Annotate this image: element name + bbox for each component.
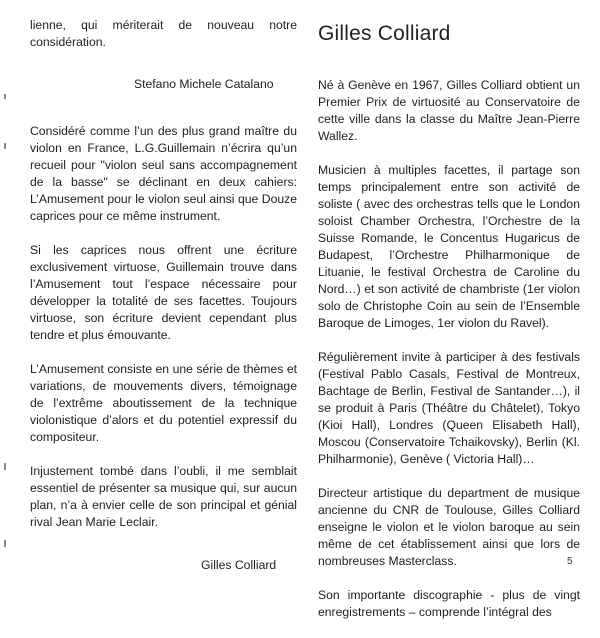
signature-catalano: Stefano Michele Catalano [134, 77, 274, 91]
page-title: Gilles Colliard [318, 22, 451, 45]
intro-paragraph: lienne, qui mériterait de nouveau notre considération. [30, 18, 297, 49]
paragraph-discographie: Son importante discographie - plus de vingt enregistrements – comprende l’intégral des [318, 588, 580, 619]
paragraph-birth: Né à Genève en 1967, Gilles Colliard obtient un Premier Prix de virtuosité au Conservatoire de cette ville dans la classe du Maître Jean-Pierre Wallez. [318, 78, 580, 143]
margin-mark-1 [4, 94, 6, 99]
left-body [30, 123, 297, 531]
margin-mark-2 [4, 143, 6, 149]
paragraph-directeur: Directeur artistique du department de musique ancienne du CNR de Toulouse, Gilles Colliard enseigne le violon et le violon baroque au sein même de cet établissement ainsi que lors de nombreuses Masterclass. [318, 486, 580, 568]
paragraph-festivals: Régulièrement invite à participer à des festivals (Festival Pablo Casals, Festival de Montreux, Bachtage de Berlin, Festival de Santander…), il se produit à Paris (Théâtre du Châtelet), Tokyo (Kioi Hall), Londres (Queen Elisabeth Hall), Moscou (Conservatoire Tchaikovsky), Berlin (Kl. Philharmonie), Genève ( Victoria Hall)… [318, 350, 580, 466]
paragraph-caprices: Si les caprices nous offrent une écriture exclusivement virtuose, Guillemain trouve dans l’Amusement tout l’espace nécessaire pour développer la totalité de ses facettes. Toujours virtuose, son écriture devient cependant plus tendre et plus émouvante. [30, 243, 297, 342]
margin-mark-4 [4, 540, 6, 547]
paragraph-amusement: L’Amusement consiste en une série de thèmes et variations, de mouvements divers, témoignage de l’extrême aboutissement de la technique violonistique d’alors et du potentiel expressif du compositeur. [30, 362, 297, 444]
paragraph-oubli: Injustement tombé dans l’oubli, il me semblait essentiel de présenter sa musique qui, sur aucun plan, n’a à envier celle de son principal et génial rival Jean Marie Leclair. [30, 464, 297, 529]
page-number: 5 [567, 556, 573, 567]
paragraph-guillemain-intro: Considéré comme l’un des plus grand maître du violon en France, L.G.Guillemain n’écrira qu’un recueil pour "violon seul sans accompagnement de la basse" se déclinant en deux cahiers: L’Amusement pour le violon seul ainsi que Douze caprices pour ce même instrument. [30, 124, 297, 223]
paragraph-facettes: Musicien à multiples facettes, il partage son temps principalement entre son activité de soliste ( avec des orchestras tells que le London soloist Chamber Orchestra, l’Orchestre de la Suisse Romande, le Concentus Hugaricus de Budapest, l’Orchestre Philharmonique de Lituanie, le festival Orchestra de Caroline du Nord…) et son activité de chambriste (1er violon solo de Christophe Coin au sein de l’Ensemble Baroque de Limoges, 1er violon du Ravel). [318, 163, 580, 330]
signature-colliard: Gilles Colliard [201, 558, 277, 572]
left-column [30, 0, 297, 574]
margin-mark-3 [4, 463, 6, 470]
right-column [318, 0, 580, 638]
